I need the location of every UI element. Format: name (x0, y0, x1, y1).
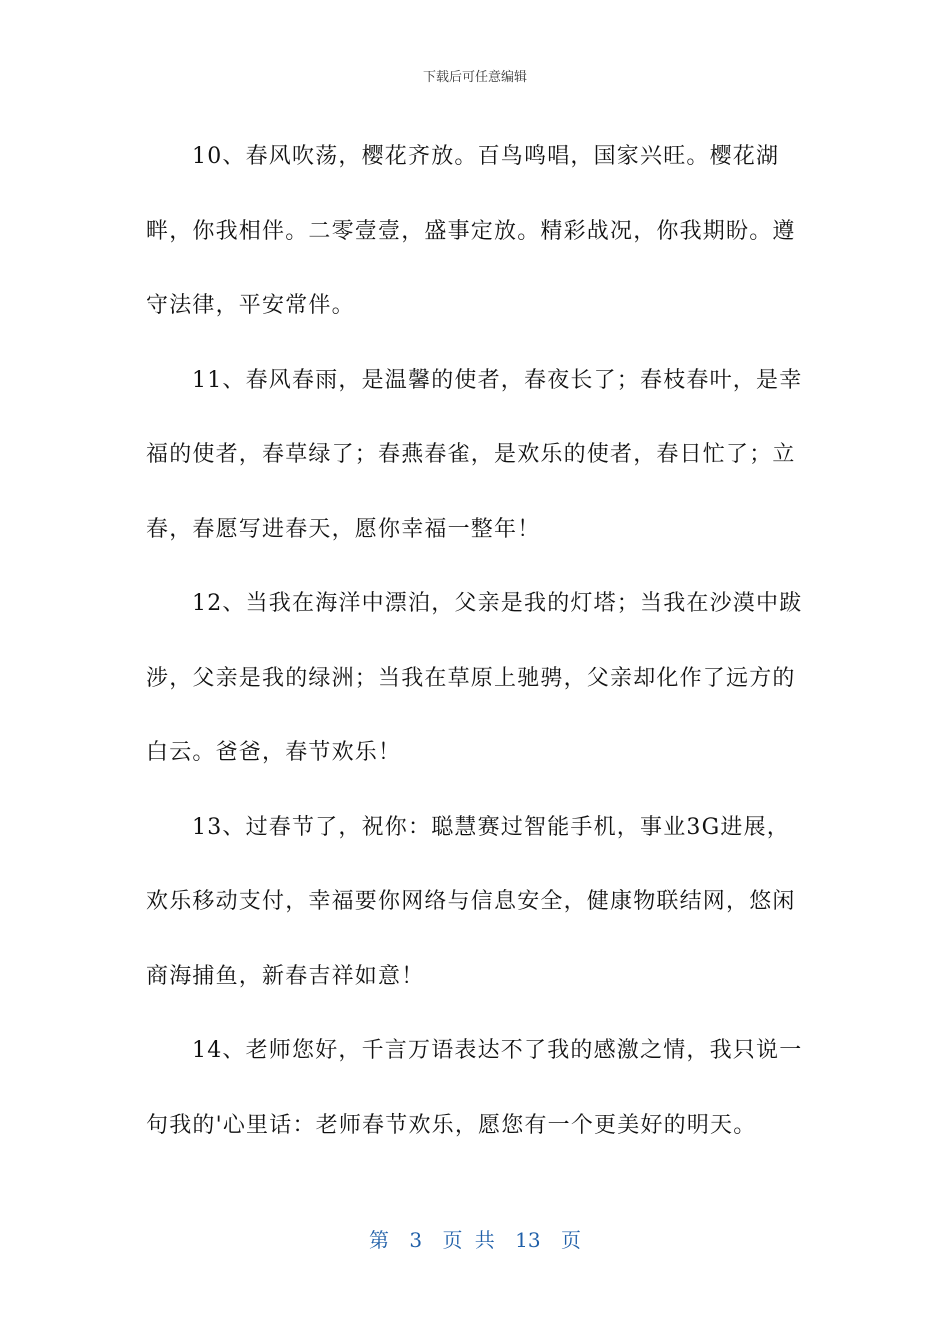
paragraph-10: 10、春风吹荡，樱花齐放。百鸟鸣唱，国家兴旺。樱花湖畔，你我相伴。二零壹壹，盛事定放。精彩战况，你我期盼。遵守法律，平安常伴。 (146, 144, 796, 318)
page-footer (0, 1224, 950, 1253)
paragraph-13: 13、过春节了，祝你：聪慧赛过智能手机，事业3G进展，欢乐移动支付，幸福要你网络与信息安全，健康物联结网，悠闲商海捕鱼，新春吉祥如意！ (146, 814, 796, 989)
footer-page-number: 3 (409, 1228, 423, 1252)
footer-prefix: 第 (369, 1228, 389, 1252)
page-header: 下载后可任意编辑 (422, 70, 527, 85)
footer-suffix: 页 (560, 1228, 581, 1252)
paragraph-14: 14、老师您好，千言万语表达不了我的感激之情，我只说一句我的'心里话：老师春节欢乐，愿您有一个更美好的明天。 (146, 1038, 803, 1138)
paragraph-11: 11、春风春雨，是温馨的使者，春夜长了；春枝春叶，是幸福的使者，春草绿了；春燕春雀，是欢乐的使者，春日忙了；立春，春愿写进春天，愿你幸福一整年！ (146, 367, 803, 542)
footer-middle: 页 共 (442, 1228, 495, 1252)
footer-total-pages: 13 (515, 1228, 541, 1252)
document-body (146, 120, 806, 1163)
paragraph-12: 12、当我在海洋中漂泊，父亲是我的灯塔；当我在沙漠中跋涉，父亲是我的绿洲；当我在草原上驰骋，父亲却化作了远方的白云。爸爸，春节欢乐！ (146, 591, 803, 765)
